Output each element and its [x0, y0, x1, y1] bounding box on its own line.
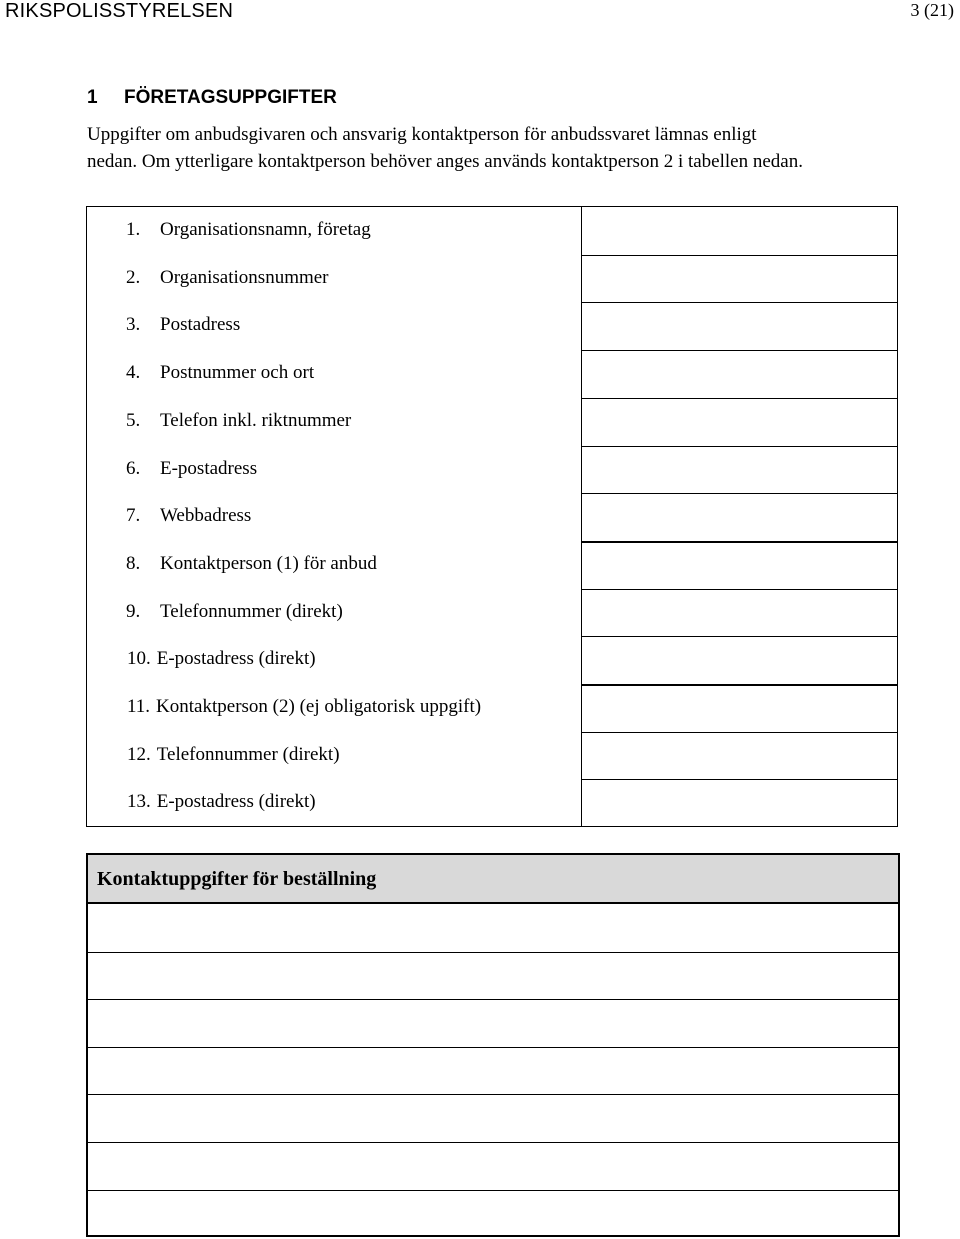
row-divider	[581, 446, 897, 447]
form-row	[87, 732, 581, 779]
contact-entry-row[interactable]	[88, 1094, 898, 1142]
field-value-input[interactable]	[582, 399, 896, 444]
field-label	[126, 218, 371, 242]
contact-table-title: Kontaktuppgifter för beställning	[97, 868, 377, 890]
contact-entry-row[interactable]	[88, 1047, 898, 1095]
contact-entry-row[interactable]	[88, 952, 898, 1000]
row-divider	[581, 684, 897, 686]
field-value-input[interactable]	[582, 542, 896, 587]
field-number: 3.	[126, 314, 141, 335]
field-text: Organisationsnamn, företag	[160, 219, 371, 240]
field-label	[126, 313, 240, 337]
field-value-input[interactable]	[582, 685, 896, 730]
field-label	[126, 409, 351, 433]
field-text: Telefonnummer (direkt)	[160, 601, 343, 622]
form-row	[87, 446, 581, 493]
field-label	[126, 361, 314, 385]
field-text: Postnummer och ort	[160, 362, 315, 383]
field-text: Telefonnummer (direkt)	[156, 744, 340, 765]
row-divider	[581, 636, 897, 637]
row-divider	[581, 302, 897, 303]
field-text: Organisationsnummer	[160, 267, 329, 288]
field-label	[127, 790, 316, 814]
field-value-input[interactable]	[582, 494, 896, 539]
form-row	[87, 636, 581, 683]
field-number: 8.	[126, 553, 141, 574]
field-label	[126, 552, 377, 576]
field-value-input[interactable]	[582, 637, 896, 682]
field-text: Kontaktperson (2) (ej obligatorisk uppgift)	[156, 696, 482, 717]
field-label	[126, 266, 329, 290]
field-text: E-postadress (direkt)	[156, 791, 316, 812]
page-number: 3 (21)	[910, 0, 954, 20]
field-number: 5.	[126, 410, 141, 431]
field-number: 10.	[127, 648, 151, 669]
form-row	[87, 255, 581, 302]
field-label	[126, 600, 343, 624]
form-row	[87, 302, 581, 349]
field-text: Postadress	[160, 314, 241, 335]
form-row	[87, 350, 581, 397]
field-text: E-postadress	[160, 458, 258, 479]
field-value-input[interactable]	[582, 351, 896, 396]
field-number: 2.	[126, 267, 141, 288]
contact-table-header	[88, 855, 898, 904]
row-divider	[581, 255, 897, 256]
field-number: 11.	[127, 696, 151, 717]
row-divider	[581, 589, 897, 590]
row-divider	[581, 493, 897, 494]
field-value-input[interactable]	[582, 303, 896, 348]
form-row	[87, 779, 581, 826]
field-label	[127, 695, 481, 719]
intro-paragraph	[87, 121, 857, 175]
row-divider	[581, 541, 897, 543]
form-row	[87, 589, 581, 636]
field-text: Webbadress	[160, 505, 252, 526]
form-row	[87, 493, 581, 540]
field-label	[127, 647, 316, 671]
ordering-contact-table	[86, 853, 900, 1237]
company-info-table	[86, 206, 898, 827]
organization-name: RIKSPOLISSTYRELSEN	[5, 0, 234, 22]
field-value-input[interactable]	[582, 733, 896, 778]
field-number: 13.	[127, 791, 151, 812]
field-label	[126, 457, 257, 481]
field-text: Kontaktperson (1) för anbud	[160, 553, 377, 574]
field-number: 9.	[126, 601, 141, 622]
row-divider	[581, 779, 897, 780]
intro-line-1: Uppgifter om anbudsgivaren och ansvarig kontaktperson för anbudssvaret lämnas enligt	[87, 124, 757, 145]
form-row	[87, 684, 581, 731]
intro-line-2: nedan. Om ytterligare kontaktperson behöver anges används kontaktperson 2 i tabellen nedan.	[87, 151, 803, 172]
field-label	[126, 504, 251, 528]
section-title: FÖRETAGSUPPGIFTER	[124, 87, 337, 108]
field-value-input[interactable]	[582, 256, 896, 301]
form-row	[87, 398, 581, 445]
field-value-input[interactable]	[582, 590, 896, 635]
contact-entry-row[interactable]	[88, 999, 898, 1047]
contact-entry-row[interactable]	[88, 904, 898, 951]
field-text: E-postadress (direkt)	[156, 648, 316, 669]
field-value-input[interactable]	[582, 447, 896, 492]
field-label	[127, 743, 340, 767]
form-row	[87, 207, 581, 254]
field-value-input[interactable]	[582, 780, 896, 825]
row-divider	[581, 350, 897, 351]
contact-entry-row[interactable]	[88, 1142, 898, 1190]
form-row	[87, 541, 581, 588]
field-number: 1.	[126, 219, 141, 240]
field-number: 12.	[127, 744, 151, 765]
row-divider	[581, 398, 897, 399]
section-heading	[87, 86, 337, 110]
field-number: 4.	[126, 362, 141, 383]
field-number: 7.	[126, 505, 141, 526]
field-value-input[interactable]	[582, 208, 896, 253]
row-divider	[581, 732, 897, 733]
section-number: 1	[87, 87, 98, 108]
contact-entry-row[interactable]	[88, 1190, 898, 1238]
field-text: Telefon inkl. riktnummer	[160, 410, 352, 431]
field-number: 6.	[126, 458, 141, 479]
